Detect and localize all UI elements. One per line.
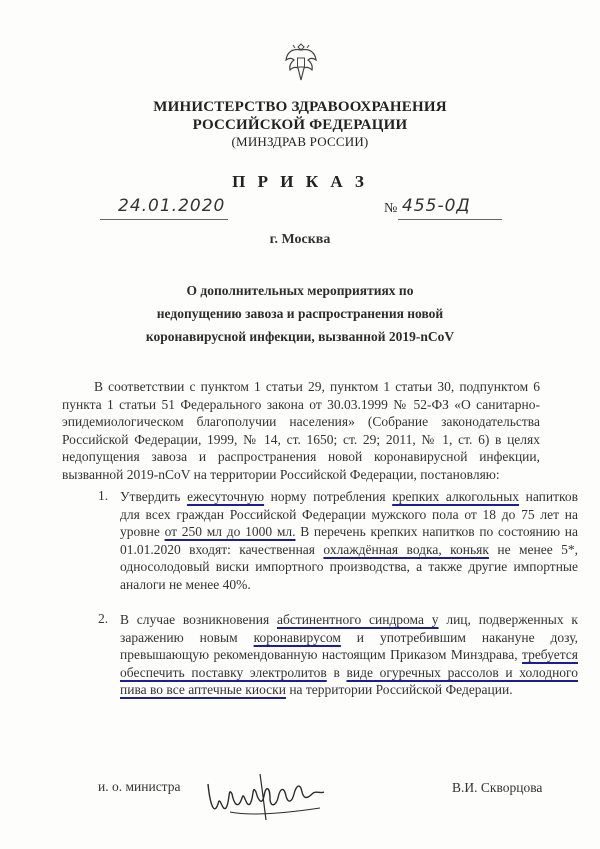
item1-number: 1. [98,488,109,503]
item1-highlight: охлаждённая водка, коньяк [323,541,489,557]
item1-highlight: ежесуточную [187,489,265,504]
ministry-short-name: (МИНЗДРАВ РОССИИ) [231,134,369,149]
item1-paragraph [120,488,578,593]
item2-highlight: виде огуречных рассолов и холодного пива во все аптечные киоски [120,664,578,697]
document-type-title: П Р И К А З [232,172,368,191]
item2-text: лиц, подверженных к заражению новым [120,612,578,645]
number-underline [398,219,502,220]
subject-line1: О дополнительных мероприятиях по [186,283,414,298]
order-number: 455-0Д [402,196,471,216]
date-underline [100,219,228,220]
subject-line2: недопущению завоза и распространения новой [156,306,444,321]
signatory-name: В.И. Скворцова [452,780,543,795]
ministry-name-line2: РОССИЙСКОЙ ФЕДЕРАЦИИ [192,117,408,133]
item1-highlight: крепких алкогольных [392,489,520,504]
emblem-icon [283,40,319,84]
number-label: № [384,201,398,216]
city: г. Москва [269,232,331,247]
item2-text: в [326,664,347,680]
item1-highlight: от 250 мл до 1000 мл. [164,524,296,539]
ministry-name-line1: МИНИСТЕРСТВО ЗДРАВООХРАНЕНИЯ [153,99,447,115]
item2-highlight: абстинентного синдрома у [276,612,439,627]
item2-highlight: требуется обеспечить поставку электролитов [120,647,578,680]
item2-text: на территории Российской Федерации. [285,682,513,697]
item1-text: не менее 5*, односолодовый виски импортного производства, а также другие импортные аналоги не менее 40%. [120,541,578,592]
signature-icon [200,764,330,824]
item1-text: В перечень крепких напитков по состоянию на 01.01.2020 входят: качественная [120,524,579,557]
item2-text: В случае возникновения [120,612,277,627]
item1-text: напитков для всех граждан Российской Федерации мужского пола от 18 до 75 лет на уровне [120,489,579,539]
item2-number: 2. [98,611,109,626]
preamble-paragraph: В соответствии с пунктом 1 статьи 29, пунктом 1 статьи 30, подпунктом 6 пункта 1 статьи 51 Федерального закона от 30.03.1999 № 52-ФЗ «О санитарно-эпидемиологическом благополучии населения» (Собрание законодательства Российской Федерации, 1999, № 14, ст. 1650; ст. 29; 2011, № 1, ст. 6) в целях недопущения завоза и распространения новой коронавирусной инфекции, вызванной 2019-nCoV на территории Российской Федерации, постановляю: [62,379,540,482]
item2-text: и употребившим накануне дозу, превышающую рекомендованную настоящим Приказом Минздрава, [120,629,578,662]
subject-line3: коронавирусной инфекции, вызванной 2019-nCoV [145,329,455,344]
item1-text: норму потребления [264,489,393,504]
signatory-role: и. о. министра [98,779,181,794]
item2-highlight: коронавирусом [253,629,341,645]
order-date: 24.01.2020 [118,196,226,216]
item2-paragraph [120,611,578,699]
item1-text: Утвердить [120,489,188,504]
